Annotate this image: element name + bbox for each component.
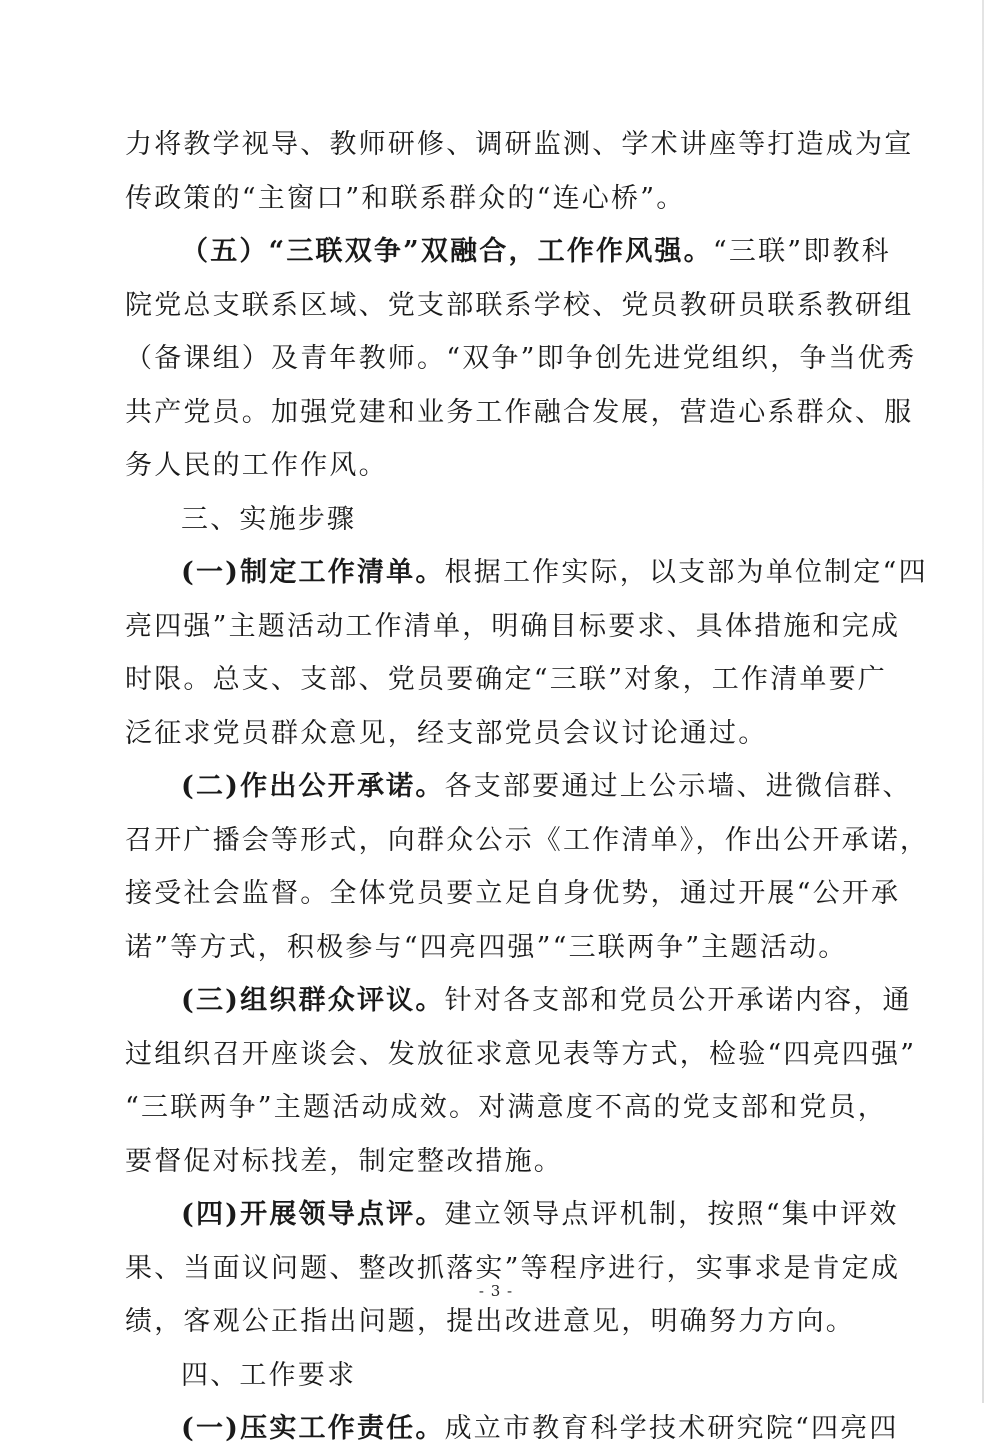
body-line (125, 118, 914, 172)
body-line (125, 760, 912, 814)
section-heading (125, 1349, 855, 1403)
line-text: 成立市教育科学技术研究院“四亮四 (444, 1413, 899, 1444)
body-line (125, 1081, 888, 1135)
section-lead-bold: (二)作出公开承诺。 (181, 771, 445, 802)
section-lead-bold: （五）“三联双争”双融合，工作作风强。 (181, 236, 713, 267)
body-line (125, 921, 855, 975)
body-line (125, 1295, 855, 1349)
line-text: 亮四强”主题活动工作清单，明确目标要求、具体措施和完成 (125, 610, 901, 642)
line-text: 建立领导点评机制，按照“集中评效 (444, 1199, 899, 1230)
line-text: 泛征求党员群众意见，经支部党员会议讨论通过。 (125, 717, 768, 749)
body-line (125, 867, 901, 921)
line-text: 绩，客观公正指出问题，提出改进意见，明确努力方向。 (125, 1306, 855, 1337)
body-line (125, 1028, 917, 1082)
line-text: 果、当面议问题、整改抓落实”等程序进行，实事求是肯定成 (125, 1252, 901, 1284)
body-line (125, 707, 855, 761)
line-text: “三联两争”主题活动成效。对满意度不高的党支部和党员， (125, 1092, 888, 1123)
body-line (125, 332, 917, 386)
line-text: 力将教学视导、教师研修、调研监测、学术讲座等打造成为宣 (125, 129, 914, 160)
line-text: 接受社会监督。全体党员要立足自身优势，通过开展“公开承 (125, 878, 901, 909)
line-text: 根据工作实际，以支部为单位制定“四 (444, 557, 928, 588)
body-line (125, 1188, 899, 1242)
body-line (125, 546, 928, 600)
line-text: 时限。总支、支部、党员要确定“三联”对象，工作清单要广 (125, 664, 888, 695)
body-line (125, 653, 888, 707)
scan-edge-shadow (982, 0, 984, 1403)
body-line (125, 172, 855, 226)
line-text: 共产党员。加强党建和业务工作融合发展，营造心系群众、服 (125, 396, 914, 428)
body-line (125, 225, 891, 279)
line-text: “三联”即教科 (712, 236, 891, 267)
line-text: 要督促对标找差，制定整改措施。 (125, 1145, 563, 1177)
section-lead-bold: (四)开展领导点评。 (181, 1199, 445, 1230)
line-text: 诺”等方式，积极参与“四亮四强”“三联两争”主题活动。 (125, 931, 848, 963)
body-line (125, 1402, 899, 1456)
section-lead-bold: (一)压实工作责任。 (181, 1413, 445, 1444)
section-heading (125, 493, 855, 547)
body-line (125, 386, 914, 440)
heading-text: 四、工作要求 (181, 1359, 357, 1391)
line-text: 针对各支部和党员公开承诺内容，通 (444, 985, 912, 1016)
document-body (125, 118, 930, 1456)
body-line (125, 1135, 855, 1189)
body-line (125, 279, 914, 333)
line-text: 务人民的工作作风。 (125, 450, 388, 481)
section-lead-bold: (一)制定工作清单。 (181, 557, 445, 588)
line-text: 传政策的“主窗口”和联系群众的“连心桥”。 (125, 182, 686, 214)
line-text: 各支部要通过上公示墙、进微信群、 (444, 771, 912, 802)
body-line (125, 974, 912, 1028)
line-text: （备课组）及青年教师。“双争”即争创先进党组织，争当优秀 (125, 343, 917, 374)
body-line (125, 814, 930, 868)
line-text: 过组织召开座谈会、发放征求意见表等方式，检验“四亮四强” (125, 1038, 917, 1070)
line-text: 召开广播会等形式，向群众公示《工作清单》，作出公开承诺， (125, 824, 930, 856)
heading-text: 三、实施步骤 (181, 503, 357, 535)
section-lead-bold: (三)组织群众评议。 (181, 985, 445, 1016)
body-line (125, 439, 855, 493)
body-line (125, 600, 901, 654)
page-number: - 3 - (478, 1282, 514, 1300)
line-text: 院党总支联系区域、党支部联系学校、党员教研员联系教研组 (125, 289, 914, 321)
